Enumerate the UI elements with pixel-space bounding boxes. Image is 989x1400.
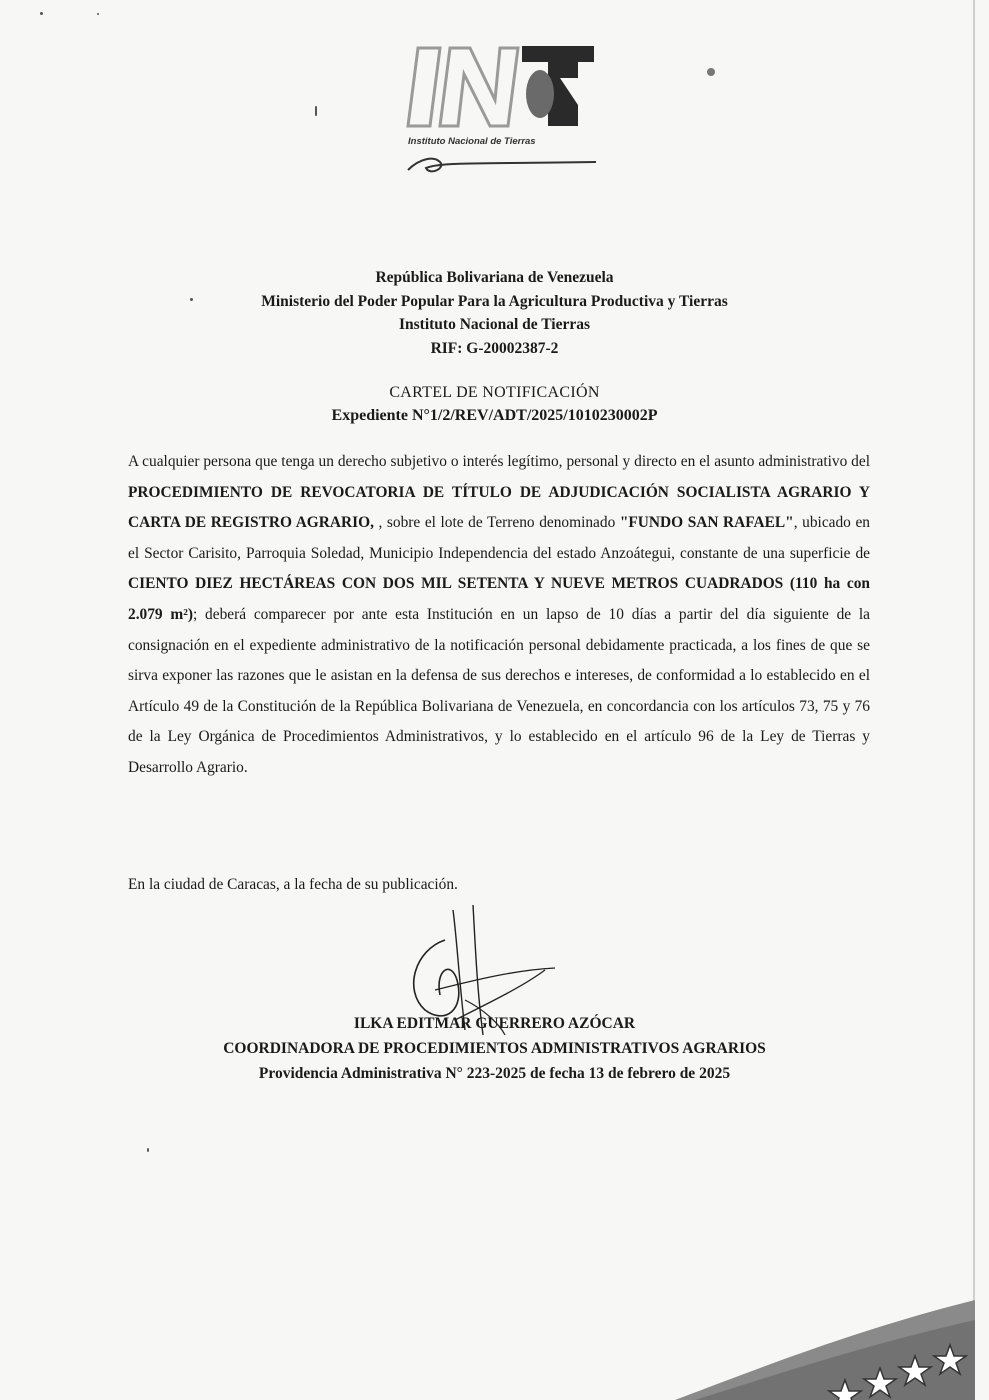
speck [97, 13, 99, 15]
area-words: CIENTO DIEZ HECTÁREAS CON DOS MIL SETENTA Y NUEVE METROS CUADRADOS (110 ha con 2.079 m²) [128, 575, 870, 623]
speck [707, 68, 715, 76]
notice-title [0, 381, 989, 427]
speck [315, 106, 317, 116]
body-lot: , sobre el lote de Terreno denominado [373, 514, 620, 532]
country-line: República Bolivariana de Venezuela [375, 269, 614, 286]
corner-banner [675, 1290, 975, 1400]
rif-line: RIF: G-20002387-2 [430, 339, 559, 357]
logo-caption: Instituto Nacional de Tierras [408, 136, 536, 147]
ministry-line: Ministerio del Poder Popular Para la Agricultura Productiva y Tierras [261, 292, 728, 310]
institute-line: Instituto Nacional de Tierras [398, 316, 591, 333]
stars-banner-icon [675, 1290, 975, 1400]
letterhead [0, 266, 989, 360]
signatory-appointment: Providencia Administrativa N° 223-2025 de fecha 13 de febrero de 2025 [258, 1065, 731, 1082]
estate-name: "FUNDO SAN RAFAEL" [619, 514, 794, 532]
file-number: Expediente N°1/2/REV/ADT/2025/1010230002P [331, 407, 658, 424]
speck [147, 1148, 149, 1152]
closing-line: En la ciudad de Caracas, a la fecha de su publicación. [128, 876, 458, 893]
notice-heading: CARTEL DE NOTIFICACIÓN [389, 384, 600, 401]
signatory-block [0, 1011, 989, 1086]
page-edge [973, 0, 975, 1400]
signatory-name: ILKA EDITMAR GUERRERO AZÓCAR [353, 1015, 636, 1032]
notice-body [128, 447, 870, 784]
speck [40, 12, 43, 15]
int-logo-icon [400, 38, 605, 183]
procedure-name: PROCEDIMIENTO DE REVOCATORIA DE TÍTULO DE ADJUDICACIÓN SOCIALISTA AGRARIO Y CARTA DE REGISTRO AGRARIO, [128, 483, 870, 532]
signatory-role: COORDINADORA DE PROCEDIMIENTOS ADMINISTRATIVOS AGRARIOS [223, 1040, 766, 1057]
body-rest: ; deberá comparecer por ante esta Institución en un lapso de 10 días a partir del día siguiente de la consignación en el expediente administrativo de la notificación personal debidamente practicada, a los fines de que se sirva exponer las razones que le asistan en la defensa de sus derechos e intereses, de conformidad a lo establecido en el Artículo 49 de la Constitución de la República Bolivariana de Venezuela, en concordancia con los artículos 73, 75 y 76 de la Ley Orgánica de Procedimientos Administrativos, y lo establecido en el artículo 96 de la Ley de Tierras y Desarrollo Agrario. [128, 605, 870, 776]
body-intro: A cualquier persona que tenga un derecho subjetivo o interés legítimo, personal y directo en el asunto administrativo del [128, 453, 870, 470]
body-location: , ubicado en el Sector Carisito, Parroquia Soledad, Municipio Independencia del estado Anzoátegui, constante de una superficie de [128, 514, 870, 562]
int-logo [400, 38, 605, 183]
speck [190, 298, 193, 301]
